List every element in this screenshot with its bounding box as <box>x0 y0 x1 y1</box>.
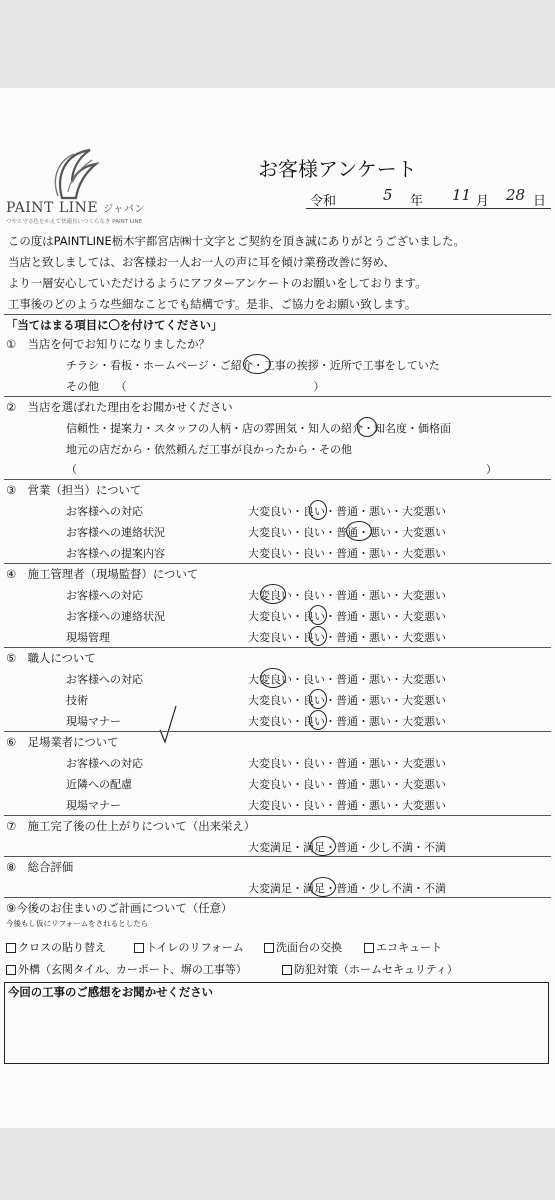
q3-scale-3: 大変良い・良い・普通・悪い・大変悪い <box>248 547 446 560</box>
answer-circle <box>310 836 336 856</box>
survey-title: お客様アンケート <box>258 157 417 181</box>
checkbox-washbasin[interactable]: 洗面台の交換 <box>264 939 342 955</box>
divider <box>4 647 551 648</box>
q3-title: ③ 営業（担当）について <box>6 483 142 497</box>
divider <box>4 563 551 564</box>
q5-item-1: お客様への対応 <box>66 673 143 686</box>
answer-circle <box>309 500 327 520</box>
q1-title: ① 当店を何でお知りになりましたか？ <box>6 337 210 351</box>
q8-title: ⑧ 総合評価 <box>6 860 74 874</box>
divider <box>4 856 551 857</box>
intro-line-2: 当店と致しましては、お客様お一人お一人の声に耳を傾け業務改善に努め、 <box>8 255 395 269</box>
year-unit: 年 <box>410 194 424 209</box>
q6-title: ⑥ 足場業者について <box>6 735 119 749</box>
q4-scale-1: 大変良い・良い・普通・悪い・大変悪い <box>248 589 446 602</box>
check-mark <box>158 704 178 744</box>
q3-item-3: お客様への提案内容 <box>66 547 165 560</box>
intro-line-4: 工事後のどのような些細なことでも結構です。是非、ご協力をお願い致します。 <box>8 297 417 311</box>
checkbox-exterior[interactable]: 外構（玄関タイル、カーポート、塀の工事等） <box>6 961 247 977</box>
q6-scale-1: 大変良い・良い・普通・悪い・大変悪い <box>248 757 446 770</box>
answer-circle <box>310 877 336 897</box>
q9-subtitle: 今後もし仮にリフォームをされるとしたら <box>6 919 149 928</box>
answer-circle <box>260 668 286 688</box>
q2-options-2: 地元の店だから・依然頼んだ工事が良かったから・その他 <box>66 443 352 456</box>
q3-scale-2: 大変良い・良い・普通・悪い・大変悪い <box>248 526 446 539</box>
brand-name: PAINT LINE ジャパン <box>6 200 145 216</box>
q9-title: ⑨今後のお住まいのご計画について（任意） <box>6 901 233 915</box>
divider <box>4 815 551 816</box>
q7-title: ⑦ 施工完了後の仕上がりについて（出来栄え） <box>6 819 256 833</box>
date-underline <box>306 208 551 209</box>
divider <box>4 897 551 898</box>
day-value: 28 <box>506 186 526 204</box>
answer-circle <box>309 710 327 730</box>
checkbox-square[interactable] <box>364 943 374 953</box>
q5-title: ⑤ 職人について <box>6 651 96 665</box>
q4-item-2: お客様への連絡状況 <box>66 610 165 623</box>
checkbox-square[interactable] <box>6 943 16 953</box>
era-label: 令和 <box>310 194 337 209</box>
year-value: 5 <box>383 186 393 204</box>
answer-circle <box>357 417 377 437</box>
q2-paren-close: ） <box>486 463 497 476</box>
q5-item-3: 現場マナー <box>66 715 121 728</box>
q1-options: チラシ・看板・ホームページ・ご紹介・工事の挨拶・近所で工事をしていた <box>66 359 440 372</box>
intro-line-3: より一層安心していただけるようにアフターアンケートのお願いをしております。 <box>8 276 427 290</box>
q3-item-1: お客様への対応 <box>66 505 143 518</box>
answer-circle <box>309 689 327 709</box>
q6-item-2: 近隣への配慮 <box>66 778 132 791</box>
q7-scale: 大変満足・満足・普通・少し不満・不満 <box>248 841 446 854</box>
divider <box>4 479 551 480</box>
q5-scale-2: 大変良い・良い・普通・悪い・大変悪い <box>248 694 446 707</box>
paint-line-logo <box>42 146 100 202</box>
q6-scale-2: 大変良い・良い・普通・悪い・大変悪い <box>248 778 446 791</box>
checkbox-toilet[interactable]: トイレのリフォーム <box>134 939 244 955</box>
q4-scale-3: 大変良い・良い・普通・悪い・大変悪い <box>248 631 446 644</box>
q6-scale-3: 大変良い・良い・普通・悪い・大変悪い <box>248 799 446 812</box>
q4-title: ④ 施工管理者（現場監督）について <box>6 567 199 581</box>
month-unit: 月 <box>476 194 490 209</box>
q3-scale-1: 大変良い・良い・普通・悪い・大変悪い <box>248 505 446 518</box>
answer-circle <box>243 354 271 374</box>
q2-title: ② 当店を選ばれた理由をお聞かせください <box>6 400 233 414</box>
divider <box>4 396 551 397</box>
brand-tagline: つやと守る色をかえて快適長いつくらなき PAINT LINE <box>6 219 143 225</box>
checkbox-security[interactable]: 防犯対策（ホームセキュリティ） <box>282 961 458 977</box>
q8-scale: 大変満足・満足・普通・少し不満・不満 <box>248 882 446 895</box>
q1-other: その他 （ ） <box>66 380 325 393</box>
q5-scale-1: 大変良い・良い・普通・悪い・大変悪い <box>248 673 446 686</box>
answer-circle <box>309 626 327 646</box>
checkbox-square[interactable] <box>282 965 292 975</box>
q5-scale-3: 大変良い・良い・普通・悪い・大変悪い <box>248 715 446 728</box>
q2-options-1: 信頼性・提案力・スタッフの人柄・店の雰囲気・知人の紹介・知名度・価格面 <box>66 422 451 435</box>
comment-box-title: 今回の工事のご感想をお聞かせください <box>8 985 214 999</box>
q4-scale-2: 大変良い・良い・普通・悪い・大変悪い <box>248 610 446 623</box>
q4-item-1: お客様への対応 <box>66 589 143 602</box>
checkbox-square[interactable] <box>6 965 16 975</box>
answer-circle <box>260 584 286 604</box>
checkbox-square[interactable] <box>134 943 144 953</box>
divider <box>4 314 551 315</box>
answer-circle <box>309 605 327 625</box>
checkbox-ecocute[interactable]: エコキュート <box>364 939 442 955</box>
instruction: 「当てはまる項目に〇を付けてください」 <box>6 318 223 332</box>
q3-item-2: お客様への連絡状況 <box>66 526 165 539</box>
intro-line-1: この度はPAINTLINE栃木宇都宮店㈱十文字とご契約を頂き誠にありがとうございました。 <box>8 234 465 248</box>
divider <box>4 731 551 732</box>
q4-item-3: 現場管理 <box>66 631 110 644</box>
answer-circle <box>346 521 372 541</box>
checkbox-square[interactable] <box>264 943 274 953</box>
checkbox-cloth[interactable]: クロスの貼り替え <box>6 939 106 955</box>
day-unit: 日 <box>533 194 547 209</box>
q6-item-3: 現場マナー <box>66 799 121 812</box>
q2-paren-open: （ <box>66 463 77 476</box>
q6-item-1: お客様への対応 <box>66 757 143 770</box>
month-value: 11 <box>452 186 472 204</box>
q5-item-2: 技術 <box>66 694 88 707</box>
